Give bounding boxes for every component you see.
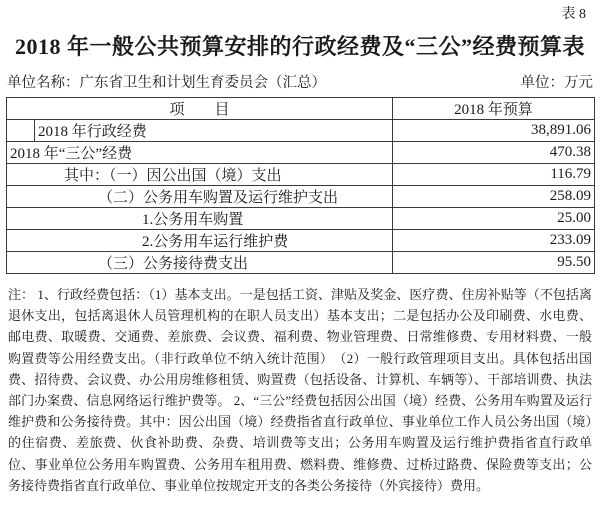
- row-value: 95.50: [393, 252, 595, 274]
- spacer-cell: [7, 120, 35, 142]
- row-value: 470.38: [393, 142, 595, 164]
- currency-unit-label: 单位：万元: [520, 75, 593, 91]
- row-label: （二）公务用车购置及运行维护支出: [7, 186, 393, 208]
- table-row-vehicle-maintenance: [7, 230, 595, 252]
- row-label: 2.公务用车运行维护费: [7, 230, 393, 252]
- budget-table: [6, 97, 595, 274]
- table-row-three-public: [7, 142, 595, 164]
- row-label: 2018 年行政经费: [35, 120, 393, 142]
- row-label: 其中：（一）因公出国（境）支出: [7, 164, 393, 186]
- page-title: 2018 年一般公共预算安排的行政经费及“三公”经费预算表: [14, 34, 585, 59]
- table-number: 表 8: [561, 7, 586, 22]
- meta-row: [6, 74, 594, 93]
- table-row-admin-expense: [7, 120, 595, 142]
- table-row-reception-expense: [7, 252, 595, 274]
- row-value: 25.00: [393, 208, 595, 230]
- row-label: （三）公务接待费支出: [7, 252, 393, 274]
- column-header-item: 项 目: [7, 98, 393, 120]
- row-value: 116.79: [393, 164, 595, 186]
- table-row-vehicle-purchase: [7, 208, 595, 230]
- row-value: 258.09: [393, 186, 595, 208]
- footnotes: 注： 1、行政经费包括：（1）基本支出。一是包括工资、津贴及奖金、医疗费、住房补贴等（不包括离退休支出，包括离退休人员管理机构的在职人员支出）基本支出；二是包括办公及印刷费、水电费、邮电费、取暖费、交通费、差旅费、会议费、福利费、物业管理费、日常维修费、专用材料费、一般购置费等公用经费支出。（非行政单位不纳入统计范围） （2）一般行政管理项目支出。具体包括出国费、招待费、会议费、办公用房维修租赁、购置费（包括设备、计算机、车辆等）、干部培训费、执法部门办案费、信息网络运行维护费等。 2、“三公”经费包括因公出国（境）经费、公务用车购置及运行维护费和公务接待费。其中：因公出国（境）经费指省直行政单位、事业单位工作人员公务出国（境）的住宿费、差旅费、伙食补助费、杂费、培训费等支出；公务用车购置及运行维护费指省直行政单位、事业单位公务用车购置费、公务用车租用费、燃料费、维修费、过桥过路费、保险费等支出；公务接待费指省直行政单位、事业单位按规定开支的各类公务接待（外宾接待）费用。: [8, 287, 592, 493]
- table-header-row: [7, 98, 595, 120]
- row-label: 1.公务用车购置: [7, 208, 393, 230]
- row-label: 2018 年“三公”经费: [7, 142, 393, 164]
- row-value: 38,891.06: [393, 120, 595, 142]
- column-header-budget: 2018 年预算: [393, 98, 595, 120]
- row-value: 233.09: [393, 230, 595, 252]
- unit-name-label: 单位名称：广东省卫生和计划生育委员会（汇总）: [7, 75, 326, 91]
- table-row-abroad-expense: [7, 164, 595, 186]
- table-row-vehicle-total: [7, 186, 595, 208]
